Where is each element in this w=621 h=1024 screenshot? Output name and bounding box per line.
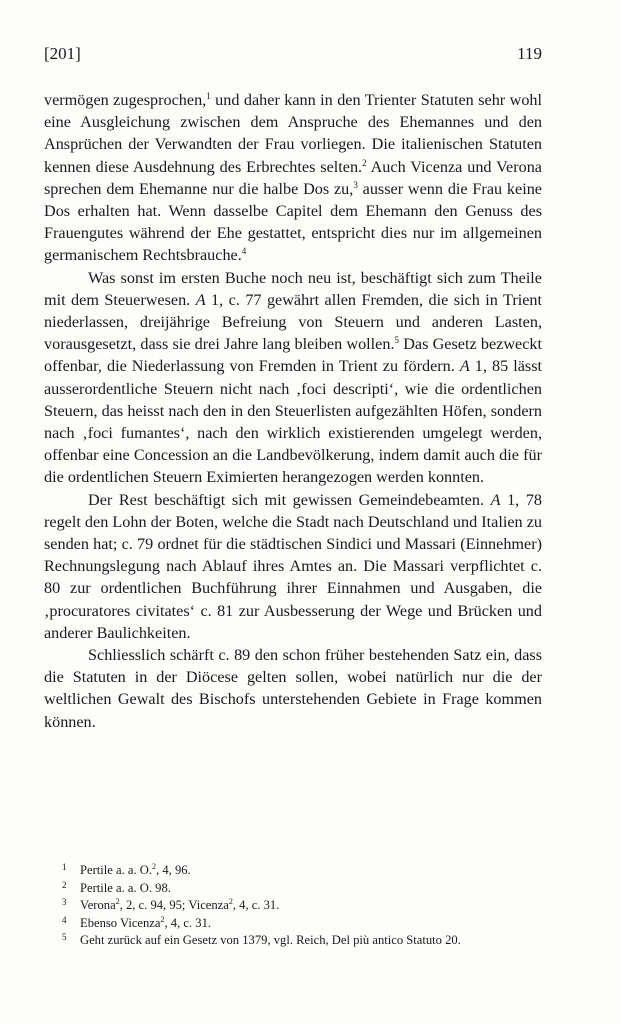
text-run: ausser wenn die Frau keine Dos erhalten hat. Wenn dasselbe Capitel dem Ehemann den Genuss des Frauengutes während der Ehe gestattet, entspricht dies nur im allgemeinen germanischem Rechtsbrauche. [44,179,542,265]
text-run: 1, c. 77 gewährt allen Fremden, die sich in Trient niederlassen, dreijährige Befreiung von Steuern und anderen Lasten, vorausgesetzt, dass sie drei Jahre lang bleiben wollen. [44,290,543,354]
footnote-reference: 2 [115,897,120,906]
text-run: Auch Vicenza und Verona sprechen dem Ehemanne nur die halbe Dos zu, [44,157,542,198]
running-header [44,44,542,68]
footnote-reference: 2 [152,862,157,871]
text-run: Der Rest beschäftigt sich mit gewissen Gemeindebeamten. [88,490,491,509]
text-run: Das Gesetz bezweckt offenbar, die Niederlassung von Fremden in Trient zu fördern. [44,335,542,376]
text-run: Schliesslich schärft c. 89 den schon früher bestehenden Satz ein, dass die Statuten in der Diöcese gelten sollen, wobei natürlich nur die der weltlichen Gewalt des Bischofs unterstehenden Gebiete in Frage kommen können. [44,646,542,731]
italic-text: A [459,357,470,376]
footnote [62,932,542,950]
footnote-reference: 2 [362,157,367,168]
text-run: Was sonst im ersten Buche noch neu ist, beschäftigt sich zum Theile mit dem Steuerwesen. [44,268,542,309]
footnote-marker: 4 [62,914,67,925]
footnote-marker: 5 [62,932,67,942]
footnote [62,862,542,880]
paragraph [44,644,542,733]
text-run: Ebenso Vicenza [80,915,161,930]
text-run: vermögen zugesprochen, [44,91,207,109]
page-number: 119 [517,44,542,63]
footnote [62,915,542,933]
footnote [62,880,542,898]
footnote-reference: 4 [241,246,247,257]
italic-text: A [195,290,206,309]
paragraph [44,267,542,489]
text-run: , 4, 96. [156,863,191,877]
text-run: , 4, c. 31. [164,915,212,930]
bracketed-page-reference: [201] [44,44,81,63]
footnote-marker: 1 [62,862,67,872]
text-run: Pertile a. a. O. 98. [80,880,171,895]
footnote-reference: 2 [160,914,165,924]
footnote [62,897,542,915]
text-run: , 2, c. 94, 95; Vicenza [119,898,229,912]
text-run: Pertile a. a. O. [80,863,153,877]
main-text [44,89,542,733]
footnote-reference: 3 [353,179,358,190]
text-run: Verona [80,898,116,912]
italic-text: A [490,490,501,509]
text-run: , 4, c. 31. [232,898,280,912]
text-run: und daher kann in den Trienter Statuten sehr wohl eine Ausgleichung zwischen dem Anspruche des Ehemannes und den Ansprüchen der Verwandten der Frau vorliegen. Die italienischen Statuten kennen diese Ausdehnung des Erbrechtes selten. [44,91,543,176]
footnote-marker: 3 [62,897,67,907]
footnote-reference: 1 [206,91,211,101]
text-run: 1, 78 regelt den Lohn der Boten, welche die Stadt nach Deutschland und Italien zu senden hat; c. 79 ordnet für die städtischen Sindici und Massari (Einnehmer) Rechnungslegung nach Ablauf ihres Amtes an. Die Massari verpflichtet c. 80 zur ordentlichen Buchführung ihrer Einnahmen und Ausgaben, die ‚procuratores civitates‘ c. 81 zur Ausbesserung der Wege und Brücken und anderer Baulichkeiten. [44,490,543,642]
footnote-reference: 2 [228,897,233,906]
footnote-marker: 2 [62,879,67,890]
text-run: 1, 85 lässt ausserordentliche Steuern nicht nach ‚foci descripti‘, wie die ordentlichen Steuern, das heisst nach den in den Steuerlisten aufgezählten Höfen, sondern nach ‚foci fumantes‘, nach den wirklich existierenden umgelegt werden, offenbar eine Concession an die Landbevölkerung, indem damit auch die für die ordentlichen Steuern Eximierten herangezogen werden konnten. [44,357,542,487]
footnotes [62,862,542,950]
text-run: Geht zurück auf ein Gesetz von 1379, vgl. Reich, Del più antico Statuto 20. [80,933,461,947]
paragraph [44,89,542,267]
footnote-reference: 5 [394,335,399,346]
paragraph [44,489,542,644]
